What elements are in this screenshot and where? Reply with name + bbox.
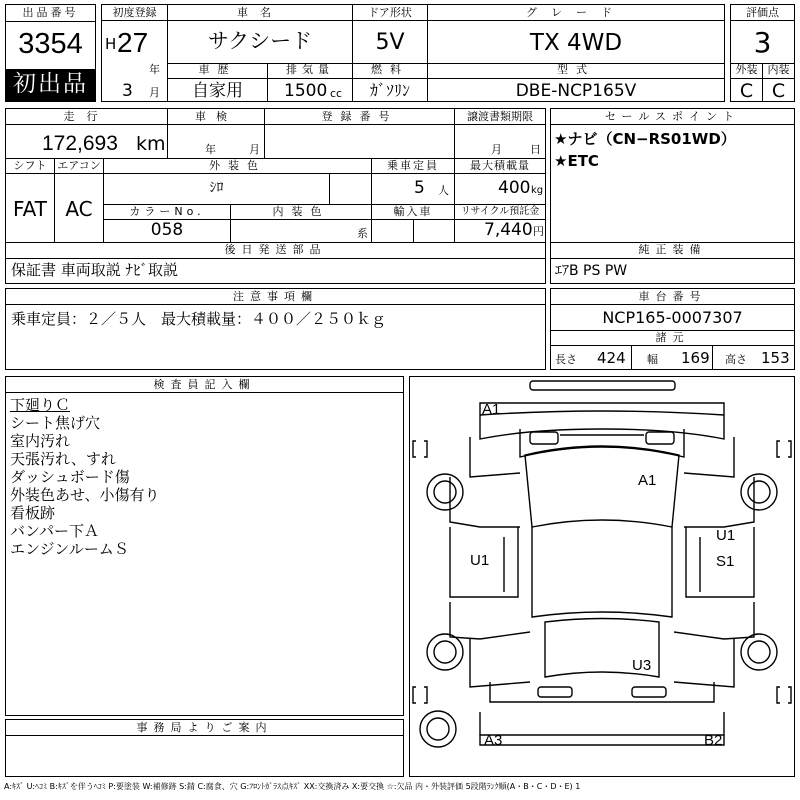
grade-label: グレード xyxy=(526,6,626,19)
damage-diagram-box xyxy=(409,376,795,777)
sales-point-1: ★ナビ（CN−RS01WD） xyxy=(554,130,736,148)
lot-number-box xyxy=(5,4,96,102)
damage-mark-right-rust: S1 xyxy=(716,553,735,570)
fuel: ｶﾞｿﾘﾝ xyxy=(369,81,410,100)
interior-grade-label: 内装 xyxy=(767,63,790,76)
shift-label: シフト xyxy=(13,159,47,172)
reg-no-label: 登録番号 xyxy=(321,110,398,123)
mileage: 172,693 xyxy=(42,132,118,155)
equipment: ｴｱB PS PW xyxy=(555,263,628,279)
note-line: シート焦げ穴 xyxy=(10,414,101,432)
note-line: 看板跡 xyxy=(10,504,56,522)
displacement: 1500 xyxy=(284,81,328,101)
vehicle-details-box xyxy=(5,108,546,284)
chassis-number: NCP165-0007307 xyxy=(602,308,743,327)
car-name: サクシード xyxy=(207,29,313,53)
ac-label: エアコン xyxy=(57,159,101,172)
office-box xyxy=(5,719,404,777)
caution-label: 注意事項欄 xyxy=(233,290,318,303)
later-parts: 保証書 車両取説 ﾅﾋﾞ取説 xyxy=(11,261,179,279)
main-info-box xyxy=(101,4,725,102)
fuel-label: 燃料 xyxy=(371,63,409,76)
capacity-label: 乗車定員 xyxy=(387,159,439,172)
color-no-label: カラーNo. xyxy=(129,205,205,218)
chassis-box xyxy=(550,288,795,370)
displacement-label: 排気量 xyxy=(286,63,334,76)
sales-points-box xyxy=(550,108,795,284)
first-reg-month: 3 xyxy=(122,81,133,101)
mileage-label: 走行 xyxy=(63,110,110,123)
displacement-unit: cc xyxy=(330,87,343,100)
width-label: 幅 xyxy=(647,353,658,366)
height-label: 高さ xyxy=(725,353,747,366)
office-label: 事務局よりご案内 xyxy=(136,721,273,734)
car-name-label: 車名 xyxy=(237,6,283,19)
damage-mark-rear-right: B2 xyxy=(704,732,723,749)
damage-mark-left-door: U1 xyxy=(470,552,490,569)
interior-grade: C xyxy=(771,80,786,102)
caution-text: 乗車定員：２／５人 最大積載量：４００／２５０ｋｇ xyxy=(11,310,387,328)
note-line: 外装色あせ、小傷有り xyxy=(10,486,160,504)
damage-mark-right-door: U1 xyxy=(716,527,736,544)
sales-point-2: ★ETC xyxy=(554,152,599,170)
capacity: 5 xyxy=(414,178,425,198)
dimensions-label: 諸元 xyxy=(655,331,690,344)
capacity-unit: 人 xyxy=(438,184,449,197)
later-parts-label: 後日発送部品 xyxy=(224,243,327,256)
damage-mark-front-bumper: A1 xyxy=(482,401,501,418)
lot-number: 3354 xyxy=(18,28,83,60)
inspection-month-unit: 月 xyxy=(249,143,260,156)
inspector-notes xyxy=(10,396,160,558)
door-type: 5V xyxy=(375,30,405,55)
inspector-box xyxy=(5,376,404,716)
shift-type: FAT xyxy=(12,197,47,221)
exterior-grade: C xyxy=(739,80,754,102)
note-line: 天張汚れ、すれ xyxy=(10,450,116,468)
ac-type: AC xyxy=(65,197,93,221)
inspection-label: 車検 xyxy=(195,110,237,123)
year-unit: 年 xyxy=(149,63,160,76)
note-line: 室内汚れ xyxy=(10,432,71,450)
grade: TX 4WD xyxy=(529,30,623,56)
era: H xyxy=(105,35,117,53)
history-label: 車歴 xyxy=(198,63,237,76)
model-label: 型式 xyxy=(557,63,595,76)
max-load: 400 xyxy=(498,178,531,198)
recycle-amount: 7,440 xyxy=(484,220,533,240)
lot-number-label: 出品番号 xyxy=(22,6,79,19)
height: 153 xyxy=(761,349,790,367)
length-label: 長さ xyxy=(555,353,577,366)
car-diagram xyxy=(410,377,794,776)
int-color-label: 内装色 xyxy=(272,205,330,218)
recycle-unit: 円 xyxy=(533,225,544,238)
recycle-label: リサイクル預託金 xyxy=(460,206,540,217)
transfer-day-unit: 日 xyxy=(530,143,541,156)
transfer-deadline-label: 譲渡書類期限 xyxy=(467,110,533,123)
ext-color: ｼﾛ xyxy=(209,180,224,196)
inspector-label: 検査員記入欄 xyxy=(153,378,256,391)
max-load-unit: kg xyxy=(531,185,544,196)
note-line: バンパー下Ａ xyxy=(10,522,99,540)
model-code: DBE-NCP165V xyxy=(515,81,637,101)
damage-legend: A:ｷｽﾞ U:ﾍｺﾐ B:ｷｽﾞを伴うﾍｺﾐ P:要塗装 W:補修跡 S:錆 C:腐食、穴 G:ﾌﾛﾝﾄｶﾞﾗｽ点ｷｽﾞ XX:交換済み X:要交換 ☆:欠品 内・外装評価 5段階ﾗﾝｸ順(A・B・C・D・E) 1 xyxy=(4,782,581,791)
score-box xyxy=(730,4,795,102)
first-reg-year: 27 xyxy=(117,27,149,58)
chassis-label: 車台番号 xyxy=(638,290,707,303)
caution-box xyxy=(5,288,546,370)
door-label: ドア形状 xyxy=(368,6,412,19)
exterior-grade-label: 外装 xyxy=(735,63,758,76)
sales-points-label: セールスポイント xyxy=(604,110,740,123)
score-label: 評価点 xyxy=(746,6,779,19)
month-unit: 月 xyxy=(149,86,160,99)
color-number: 058 xyxy=(150,220,184,240)
ext-color-label: 外装色 xyxy=(209,159,266,172)
first-reg-label: 初度登録 xyxy=(112,6,157,19)
int-color-unit: 系 xyxy=(357,227,368,240)
damage-mark-hood: A1 xyxy=(638,472,657,489)
inspection-year-unit: 年 xyxy=(205,143,216,156)
first-listing-badge: 初出品 xyxy=(6,69,95,101)
max-load-label: 最大積載量 xyxy=(470,159,530,172)
history: 自家用 xyxy=(192,81,243,101)
transfer-month-unit: 月 xyxy=(491,143,502,156)
damage-mark-rear-left: A3 xyxy=(484,732,503,749)
import-label: 輸入車 xyxy=(393,205,433,218)
damage-mark-rear: U3 xyxy=(632,657,652,674)
note-line: 下廻りＣ xyxy=(10,396,71,414)
equipment-label: 純正装備 xyxy=(638,243,707,256)
note-line: ダッシュボード傷 xyxy=(10,468,130,486)
width: 169 xyxy=(681,349,710,367)
mileage-unit: km xyxy=(136,133,166,155)
overall-score: 3 xyxy=(753,26,772,59)
length: 424 xyxy=(597,349,626,367)
note-line: エンジンルームＳ xyxy=(10,540,129,558)
